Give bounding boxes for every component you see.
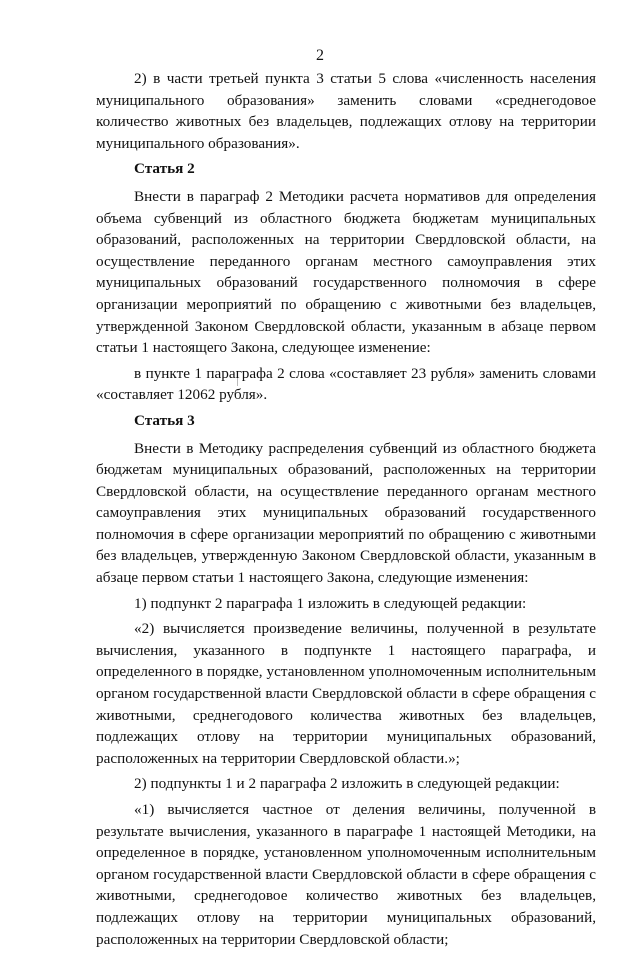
article-3-intro: Внести в Методику распределения субвенций из областного бюджета бюджетам муниципальных образований, расположенных на территории Свердловской области, на осуществление переданного органам местного самоуправления этих муниципальных образований государственного полномочия в сфере организации мероприятий по обращению с животными без владельцев, утвержденную Законом Свердловской области, указанным в абзаце первом статьи 1 настоящего Закона, следующие изменения: [96, 439, 596, 587]
document-body [96, 68, 596, 954]
article-2-intro: Внести в параграф 2 Методики расчета нормативов для определения объема субвенций из областного бюджета бюджетам муниципальных образований, расположенных на территории Свердловской области, на осуществление переданного органам местного самоуправления этих муниципальных образований государственного полномочия в сфере организации мероприятий по обращению с животными без владельцев, утвержденной Законом Свердловской области, указанным в абзаце первом статьи 1 настоящего Закона, следующее изменение: [96, 187, 596, 357]
article-3-item-2: 2) подпункты 1 и 2 параграфа 2 изложить в следующей редакции: [134, 775, 560, 793]
article-3-item-2-text: «1) вычисляется частное от деления величины, полученной в результате вычисления, указанного в параграфе 1 настоящей Методики, на определенное в порядке, установленном уполномоченным исполнительным органом государственной власти Свердловской области в сфере обращения с животными, среднегодовое количество животных без владельцев, подлежащих отлову на территории муниципальных образований, расположенных на территории Свердловской области; [96, 801, 596, 948]
article-3-item-1: 1) подпункт 2 параграфа 1 изложить в следующей редакции: [134, 594, 527, 612]
article-2-heading: Статья 2 [134, 160, 195, 178]
article-3-heading: Статья 3 [134, 411, 195, 429]
article-3-item-1-text: «2) вычисляется произведение величины, полученной в результате вычисления, указанного в подпункте 1 настоящего параграфа, и определенного в порядке, установленном уполномоченным исполнительным органом государственной власти Свердловской области в сфере обращения с животными, среднегодового количества животных без владельцев, подлежащих отлову на территории муниципальных образований, расположенных на территории Свердловской области.»; [96, 620, 596, 767]
page-number: 2 [316, 47, 324, 64]
article-2-change: в пункте 1 параграфа 2 слова «составляет 23 рубля» заменить словами «составляет 12062 рубля». [96, 364, 596, 404]
paragraph-amendment-2: 2) в части третьей пункта 3 статьи 5 слова «численность населения муниципального образования» заменить словами «среднегодовое количество животных без владельцев, подлежащих отлову на территории муниципального образования». [96, 70, 596, 152]
